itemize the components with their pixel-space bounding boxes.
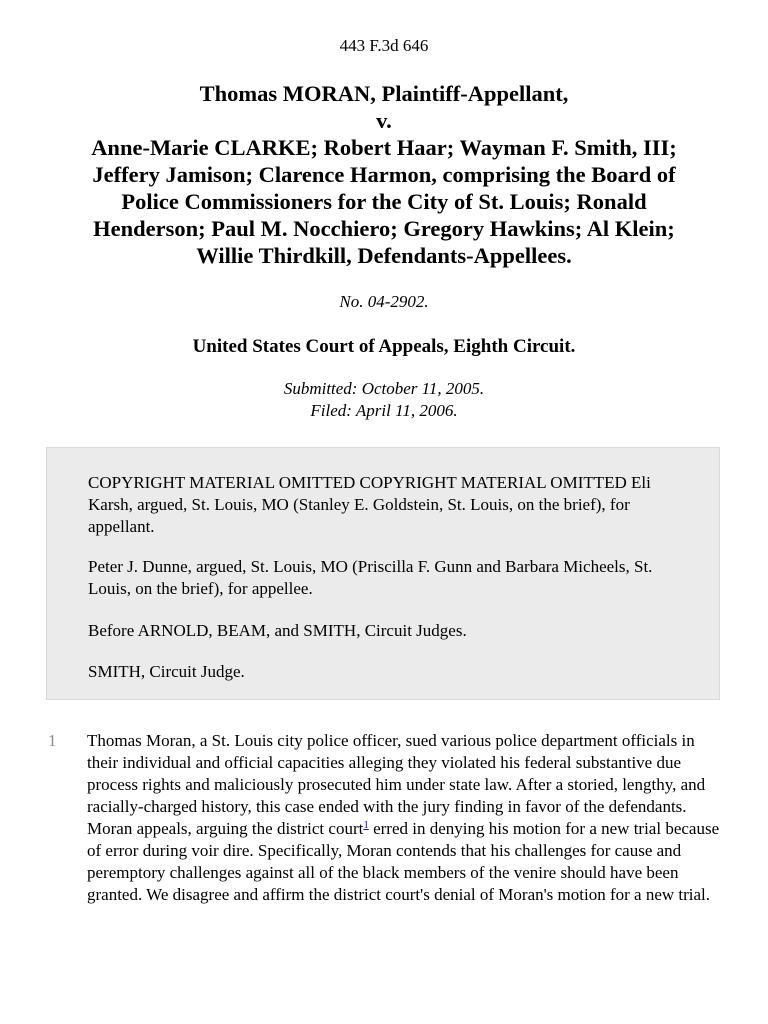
counsel-appellant: COPYRIGHT MATERIAL OMITTED COPYRIGHT MATERIAL OMITTED Eli Karsh, argued, St. Louis, MO (Stanley E. Goldstein, St. Louis, on the brief), for appellant.	[88, 473, 651, 536]
case-citation: 443 F.3d 646	[339, 36, 429, 55]
panel-judges: Before ARNOLD, BEAM, and SMITH, Circuit Judges.	[88, 621, 467, 640]
caption-line: Thomas MORAN, Plaintiff-Appellant,	[199, 81, 569, 106]
caption-line: Jeffery Jamison; Clarence Harmon, comprising the Board of	[92, 162, 676, 187]
paragraph-text-part: erred in denying his motion for a new trial because of error during voir dire. Specifically, Moran contends that his challenges for cause and peremptory challenges against all of the black members of the venire should have been granted. We disagree and affirm the district court's denial of Moran's motion for a new trial.	[87, 819, 720, 904]
paragraph-number: 1	[48, 731, 57, 750]
court-name: United States Court of Appeals, Eighth Circuit.	[192, 336, 576, 357]
caption-line: Police Commissioners for the City of St. Louis; Ronald	[121, 189, 647, 214]
paragraph-text-part: Thomas Moran, a St. Louis city police officer, sued various police department officials in their individual and official capacities alleging they violated his federal substantive due process rights and maliciously prosecuted him under state law. After a storied, lengthy, and racially-charged history, this case ended with the jury finding in favor of the defendants. Moran appeals, arguing the district court	[87, 731, 706, 838]
case-dates	[0, 378, 768, 422]
opinion-author: SMITH, Circuit Judge.	[88, 662, 245, 681]
caption-line: Anne-Marie CLARKE; Robert Haar; Wayman F. Smith, III;	[91, 135, 677, 160]
docket-number: No. 04-2902.	[339, 292, 429, 311]
submitted-date: Submitted: October 11, 2005.	[283, 379, 485, 398]
caption-line: Henderson; Paul M. Nocchiero; Gregory Hawkins; Al Klein;	[93, 216, 675, 241]
caption-line: Willie Thirdkill, Defendants-Appellees.	[196, 243, 572, 268]
paragraph-text	[87, 730, 727, 906]
filed-date: Filed: April 11, 2006.	[310, 401, 458, 420]
counsel-appellee: Peter J. Dunne, argued, St. Louis, MO (Priscilla F. Gunn and Barbara Micheels, St. Louis, on the brief), for appellee.	[88, 557, 653, 598]
footnote-link[interactable]: 1	[363, 819, 369, 831]
case-summary-box	[46, 447, 720, 700]
caption-line: v.	[376, 108, 392, 133]
case-caption	[40, 80, 728, 269]
